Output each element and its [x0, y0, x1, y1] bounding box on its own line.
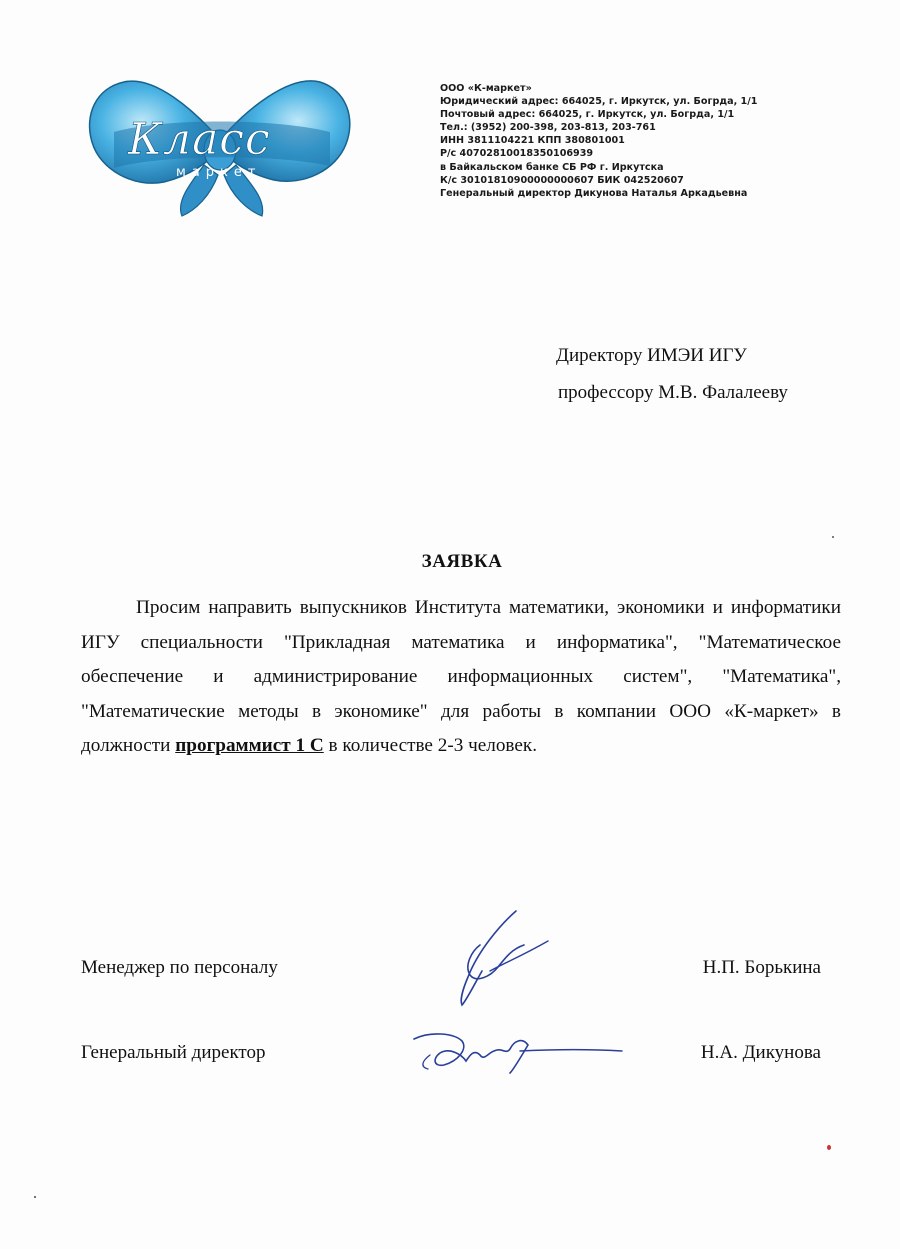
company-line: Р/с 40702810018350106939: [440, 148, 594, 160]
document-title-wrap: [0, 551, 900, 573]
company-line: Генеральный директор Дикунова Наталья Аркадьевна: [440, 187, 748, 199]
addressee-block: [556, 337, 788, 411]
company-line: ООО «К-маркет»: [440, 83, 532, 94]
scan-speck: [827, 1145, 831, 1150]
company-details: [440, 82, 800, 200]
company-line: ИНН 3811104221 КПП 380801001: [440, 135, 625, 147]
logo-wordmark: Класс: [128, 114, 271, 165]
body-text-end: в количестве 2-3 человек.: [323, 735, 538, 756]
addressee-line-2: профессору М.В. Фалалееву: [558, 382, 788, 403]
company-line: Юридический адрес: 664025, г. Иркутск, ул. Богрда, 1/1: [440, 96, 758, 108]
handwritten-signature: [450, 905, 560, 1015]
signatory-role: Генеральный директор: [81, 1042, 266, 1063]
company-logo: [84, 70, 356, 220]
body-text-start: Просим направить выпускников Института математики, экономики и информатики ИГУ специальности "Прикладная математика и информатика", "Математическое обеспечение и администрирование информационных систем", "Математика", "Математические методы в экономике" для работы в компании ООО «К-маркет» в должности: [81, 597, 841, 756]
addressee-line-1: Директору ИМЭИ ИГУ: [556, 345, 747, 366]
signatory-role: Менеджер по персоналу: [81, 957, 278, 978]
signatory-name: Н.А. Дикунова: [700, 1042, 821, 1063]
scan-speck: [34, 1196, 36, 1198]
company-line: Тел.: (3952) 200-398, 203-813, 203-761: [440, 122, 656, 134]
document-title: ЗАЯВКА: [421, 551, 503, 572]
position-title: программист 1 С: [175, 735, 324, 756]
logo-subtitle: маркет: [176, 165, 262, 180]
company-line: Почтовый адрес: 664025, г. Иркутск, ул. Богрда, 1/1: [440, 109, 735, 121]
request-body: [81, 591, 841, 764]
scan-speck: [832, 536, 834, 538]
company-line: в Байкальском банке СБ РФ г. Иркутска: [440, 161, 664, 173]
company-line: К/с 30101810900000000607 БИК 042520607: [440, 174, 684, 186]
handwritten-signature: [410, 1025, 625, 1075]
signatory-name: Н.П. Борькина: [702, 957, 821, 978]
